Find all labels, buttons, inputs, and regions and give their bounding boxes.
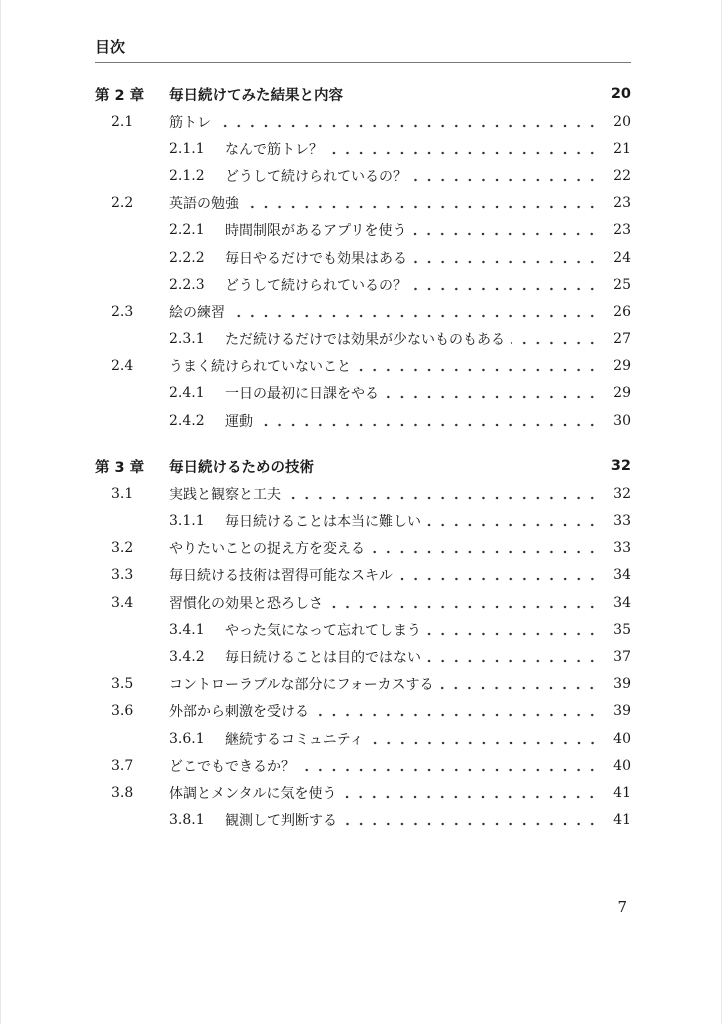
- entry-title: どうして続けられているの？: [225, 168, 407, 185]
- dot-leader: [412, 232, 599, 236]
- dot-leader: [315, 713, 599, 717]
- entry-page: 30: [613, 412, 631, 429]
- dot-leader: [217, 124, 599, 128]
- entry-page: 40: [613, 730, 631, 747]
- toc-entry-subsection[interactable]: [95, 643, 631, 670]
- entry-title: 毎日続けることは本当に難しい: [225, 514, 421, 531]
- entry-number: 第 2 章: [95, 87, 145, 104]
- entry-number: 3.1.1: [169, 513, 205, 530]
- toc-entry-chapter[interactable]: [95, 80, 631, 108]
- entry-title: 毎日やるだけでも効果はある: [225, 250, 407, 267]
- entry-title: ただ続けるだけでは効果が少ないものもある: [225, 332, 505, 349]
- entry-page: 29: [613, 385, 631, 402]
- dot-leader: [301, 768, 599, 772]
- entry-number: 2.2.3: [169, 276, 205, 293]
- entry-number: 2.2.1: [169, 222, 205, 239]
- dot-leader: [342, 795, 599, 799]
- dot-leader: [399, 577, 599, 581]
- entry-number: 2.4: [111, 358, 134, 375]
- dot-leader: [357, 368, 599, 372]
- entry-title: 絵の練習: [169, 304, 225, 321]
- toc-entry-section[interactable]: [95, 589, 631, 616]
- dot-leader: [427, 632, 599, 636]
- entry-title: 習慣化の効果と恐ろしさ: [169, 595, 323, 612]
- entry-number: 3.8.1: [169, 812, 205, 829]
- entry-title: 実践と観察と工夫: [169, 486, 281, 503]
- entry-page: 25: [613, 276, 631, 293]
- toc-entry-subsection[interactable]: [95, 616, 631, 643]
- entry-page: 26: [613, 303, 631, 320]
- entry-title: やった気になって忘れてしまう: [225, 622, 421, 639]
- entry-page: 20: [610, 86, 631, 102]
- entry-page: 22: [613, 167, 631, 184]
- header-rule: [95, 62, 631, 63]
- toc-entry-section[interactable]: [95, 562, 631, 589]
- toc-entry-subsection[interactable]: [95, 807, 631, 834]
- dot-leader: [343, 822, 599, 826]
- dot-leader: [370, 741, 599, 745]
- dot-leader: [329, 151, 599, 155]
- entry-number: 3.4: [111, 594, 134, 611]
- entry-page: 41: [613, 784, 631, 801]
- toc-entry-subsection[interactable]: [95, 380, 631, 407]
- entry-title: 継続するコミュニティ: [225, 731, 364, 748]
- entry-page: 39: [613, 703, 631, 720]
- entry-title: どこでもできるか？: [169, 758, 295, 775]
- dot-leader: [385, 395, 599, 399]
- dot-leader: [413, 260, 599, 264]
- entry-number: 2.4.2: [169, 412, 205, 429]
- entry-page: 24: [613, 249, 631, 266]
- entry-page: 35: [613, 621, 631, 638]
- entry-title: 体調とメンタルに気を使う: [169, 785, 337, 802]
- dot-leader: [259, 423, 599, 427]
- entry-page: 39: [613, 676, 631, 693]
- entry-page: 23: [613, 222, 631, 239]
- entry-number: 3.7: [111, 757, 134, 774]
- entry-page: 21: [613, 140, 631, 157]
- dot-leader: [439, 686, 599, 690]
- dot-leader: [427, 523, 599, 527]
- dot-leader: [231, 314, 599, 318]
- toc-entry-section[interactable]: [95, 671, 631, 698]
- entry-title: うまく続けられていないこと: [169, 359, 351, 376]
- entry-page: 40: [613, 757, 631, 774]
- entry-page: 29: [613, 358, 631, 375]
- entry-number: 2.2: [111, 195, 134, 212]
- entry-page: 27: [613, 331, 631, 348]
- dot-leader: [511, 341, 599, 345]
- toc-entry-section[interactable]: [95, 535, 631, 562]
- toc-entry-subsection[interactable]: [95, 135, 631, 162]
- entry-number: 3.6: [111, 703, 134, 720]
- entry-title: 英語の勉強: [169, 196, 239, 213]
- toc-entry-subsection[interactable]: [95, 271, 631, 298]
- entry-number: 3.4.2: [169, 648, 205, 665]
- entry-number: 2.1: [111, 113, 134, 130]
- entry-number: 3.4.1: [169, 621, 205, 638]
- entry-number: 3.6.1: [169, 730, 205, 747]
- entry-page: 34: [613, 567, 631, 584]
- entry-title: 毎日続けるための技術: [169, 459, 314, 476]
- toc-entry-subsection[interactable]: [95, 244, 631, 271]
- entry-number: 3.3: [111, 567, 134, 584]
- toc-entry-subsection[interactable]: [95, 326, 631, 353]
- table-of-contents: [95, 80, 631, 834]
- toc-entry-section[interactable]: [95, 698, 631, 725]
- entry-page: 23: [613, 195, 631, 212]
- entry-page: 33: [613, 513, 631, 530]
- page-number: 7: [617, 898, 627, 916]
- entry-title: 毎日続ける技術は習得可能なスキル: [169, 568, 393, 585]
- toc-entry-section[interactable]: [95, 779, 631, 806]
- entry-title: 毎日続けてみた結果と内容: [169, 87, 343, 104]
- entry-page: 37: [613, 648, 631, 665]
- dot-leader: [287, 496, 599, 500]
- entry-page: 33: [613, 540, 631, 557]
- entry-number: 3.5: [111, 676, 134, 693]
- entry-number: 3.2: [111, 540, 134, 557]
- toc-entry-subsection[interactable]: [95, 217, 631, 244]
- entry-page: 41: [613, 812, 631, 829]
- entry-title: 外部から刺激を受ける: [169, 704, 309, 721]
- entry-page: 20: [613, 113, 631, 130]
- entry-title: コントローラブルな部分にフォーカスする: [169, 677, 434, 694]
- toc-entry-section[interactable]: [95, 480, 631, 507]
- entry-page: 32: [610, 458, 631, 475]
- entry-title: 運動: [225, 413, 253, 430]
- entry-title: 観測して判断する: [225, 813, 337, 830]
- entry-number: 2.3: [111, 303, 134, 320]
- dot-leader: [320, 468, 599, 472]
- toc-entry-subsection[interactable]: [95, 407, 631, 434]
- entry-number: 3.1: [111, 485, 134, 502]
- dot-leader: [329, 605, 599, 609]
- toc-entry-section[interactable]: [95, 190, 631, 217]
- dot-leader: [413, 178, 599, 182]
- toc-entry-subsection[interactable]: [95, 507, 631, 534]
- entry-title: どうして続けられているの？: [225, 277, 407, 294]
- entry-page: 34: [613, 594, 631, 611]
- entry-number: 2.2.2: [169, 249, 205, 266]
- dot-leader: [349, 96, 599, 100]
- entry-number: 第 3 章: [95, 459, 145, 476]
- toc-entry-section[interactable]: [95, 752, 631, 779]
- dot-leader: [413, 287, 599, 291]
- entry-number: 3.8: [111, 784, 134, 801]
- dot-leader: [427, 659, 599, 663]
- dot-leader: [371, 550, 599, 554]
- page-header-title: 目次: [95, 38, 126, 56]
- entry-number: 2.1.1: [169, 140, 205, 157]
- entry-title: 毎日続けることは目的ではない: [225, 649, 421, 666]
- entry-title: 時間制限があるアプリを使う: [225, 223, 407, 240]
- entry-title: なんで筋トレ？: [225, 141, 323, 158]
- entry-number: 2.3.1: [169, 331, 205, 348]
- toc-entry-section[interactable]: [95, 108, 631, 135]
- toc-entry-section[interactable]: [95, 298, 631, 325]
- entry-page: 32: [613, 485, 631, 502]
- toc-entry-section[interactable]: [95, 353, 631, 380]
- entry-number: 2.1.2: [169, 167, 205, 184]
- entry-title: 筋トレ: [169, 114, 211, 131]
- toc-entry-subsection[interactable]: [95, 725, 631, 752]
- entry-number: 2.4.1: [169, 385, 205, 402]
- entry-title: 一日の最初に日課をやる: [225, 386, 379, 403]
- entry-title: やりたいことの捉え方を変える: [169, 541, 365, 558]
- toc-entry-subsection[interactable]: [95, 162, 631, 189]
- toc-entry-chapter[interactable]: [95, 452, 631, 480]
- dot-leader: [245, 205, 599, 209]
